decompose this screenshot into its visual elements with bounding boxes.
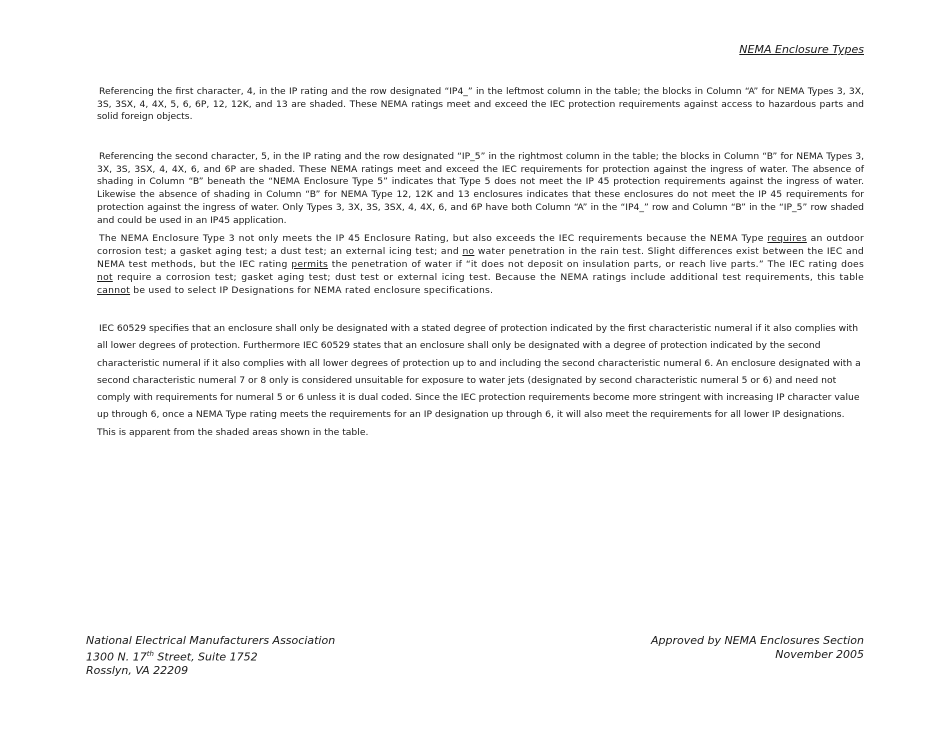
p3-text-2: an outdoor corrosion test; a gasket aging test; a dust test; an external icing test; and bbox=[97, 233, 864, 257]
footer-approved-by: Approved by NEMA Enclosures Section bbox=[650, 634, 864, 647]
p3-text-1: The NEMA Enclosure Type 3 not only meets the IP 45 Enclosure Rating, but also exceeds the IEC requirements because the NEMA Type bbox=[99, 233, 768, 244]
p3-underline-permits: permits bbox=[291, 258, 329, 270]
footer-date: November 2005 bbox=[775, 647, 864, 661]
footer-approval bbox=[651, 634, 864, 662]
footer-org-name: National Electrical Manufacturers Association bbox=[86, 634, 336, 647]
p3-underline-not: not bbox=[97, 271, 113, 283]
p3-text-3: water penetration in the rain test. Slight differences exist between the IEC and NEMA test methods, but the IEC rating bbox=[97, 245, 864, 270]
paragraph-type3-comparison bbox=[97, 233, 864, 298]
p3-text-4: the penetration of water if “it does not deposit on insulation parts, or reach live parts.” The IEC rating does bbox=[328, 258, 865, 270]
p3-underline-no: no bbox=[462, 245, 475, 257]
footer-street-number: 1300 N. 17 bbox=[86, 650, 147, 664]
footer-street-rest: Street, Suite 1752 bbox=[153, 650, 258, 664]
p3-underline-cannot: cannot bbox=[97, 284, 131, 296]
p3-text-6: be used to select IP Designations for NEMA rated enclosure specifications. bbox=[130, 284, 494, 296]
p3-underline-requires: requires bbox=[767, 233, 807, 244]
footer-city: Rosslyn, VA 22209 bbox=[86, 664, 189, 678]
paragraph-iec-60529: IEC 60529 specifies that an enclosure shall only be designated with a stated degree of protection indicated by the first characteristic numeral if it also complies with all lower degrees of protection. Furthermore IEC 60529 states that an enclosure shall only be designated with a degree of protection indicated by the second characteristic numeral if it also complies with all lower degrees of protection up to and including the second characteristic numeral 6. An enclosure designated with a second characteristic numeral 7 or 8 only is considered unsuitable for exposure to water jets (designated by second characteristic numeral 5 or 6) and need not comply with requirements for numeral 5 or 6 unless it is dual coded. Since the IEC protection requirements become more stringent with increasing IP character value up through 6, once a NEMA Type rating meets the requirements for an IP designation up through 6, it will also meet the requirements for all lower IP designations. This is apparent from the shaded areas shown in the table. bbox=[97, 323, 861, 438]
p3-text-5: require a corrosion test; gasket aging test; dust test or external icing test. Because the NEMA ratings include additional test requirements, this table bbox=[112, 271, 864, 283]
page-header-title: NEMA Enclosure Types bbox=[739, 43, 864, 56]
footer-street bbox=[86, 648, 335, 664]
footer-address bbox=[86, 634, 335, 678]
footer-street-suffix: th bbox=[146, 649, 154, 658]
paragraph-first-character: Referencing the first character, 4, in the IP rating and the row designated “IP4_” in the leftmost column in the table; the blocks in Column “A” for NEMA Types 3, 3X, 3S, 3SX, 4, 4X, 5, 6, 6P, 12, 12K, and 13 are shaded. These NEMA ratings meet and exceed the IEC protection requirements against access to hazardous parts and solid foreign objects. bbox=[97, 86, 864, 123]
paragraph-second-character: Referencing the second character, 5, in the IP rating and the row designated “IP_5” in the rightmost column in the table; the blocks in Column “B” for NEMA Types 3, 3X, 3S, 3SX, 4, 4X, 6, and 6P are shaded. These NEMA ratings meet and exceed the IEC requirements for protection against the ingress of water. The absence of shading in Column “B” beneath the “NEMA Enclosure Type 5” indicates that Type 5 does not meet the IP 45 protection requirements against the ingress of water. Likewise the absence of shading in Column “B” for NEMA Type 12, 12K and 13 enclosures indicates that these enclosures do not meet the IP 45 requirements for protection against the ingress of water. Only Types 3, 3X, 3S, 3SX, 4, 4X, 6, and 6P have both Column “A” in the “IP4_” row and Column “B” in the “IP_5” row shaded and could be used in an IP45 application. bbox=[97, 151, 864, 226]
